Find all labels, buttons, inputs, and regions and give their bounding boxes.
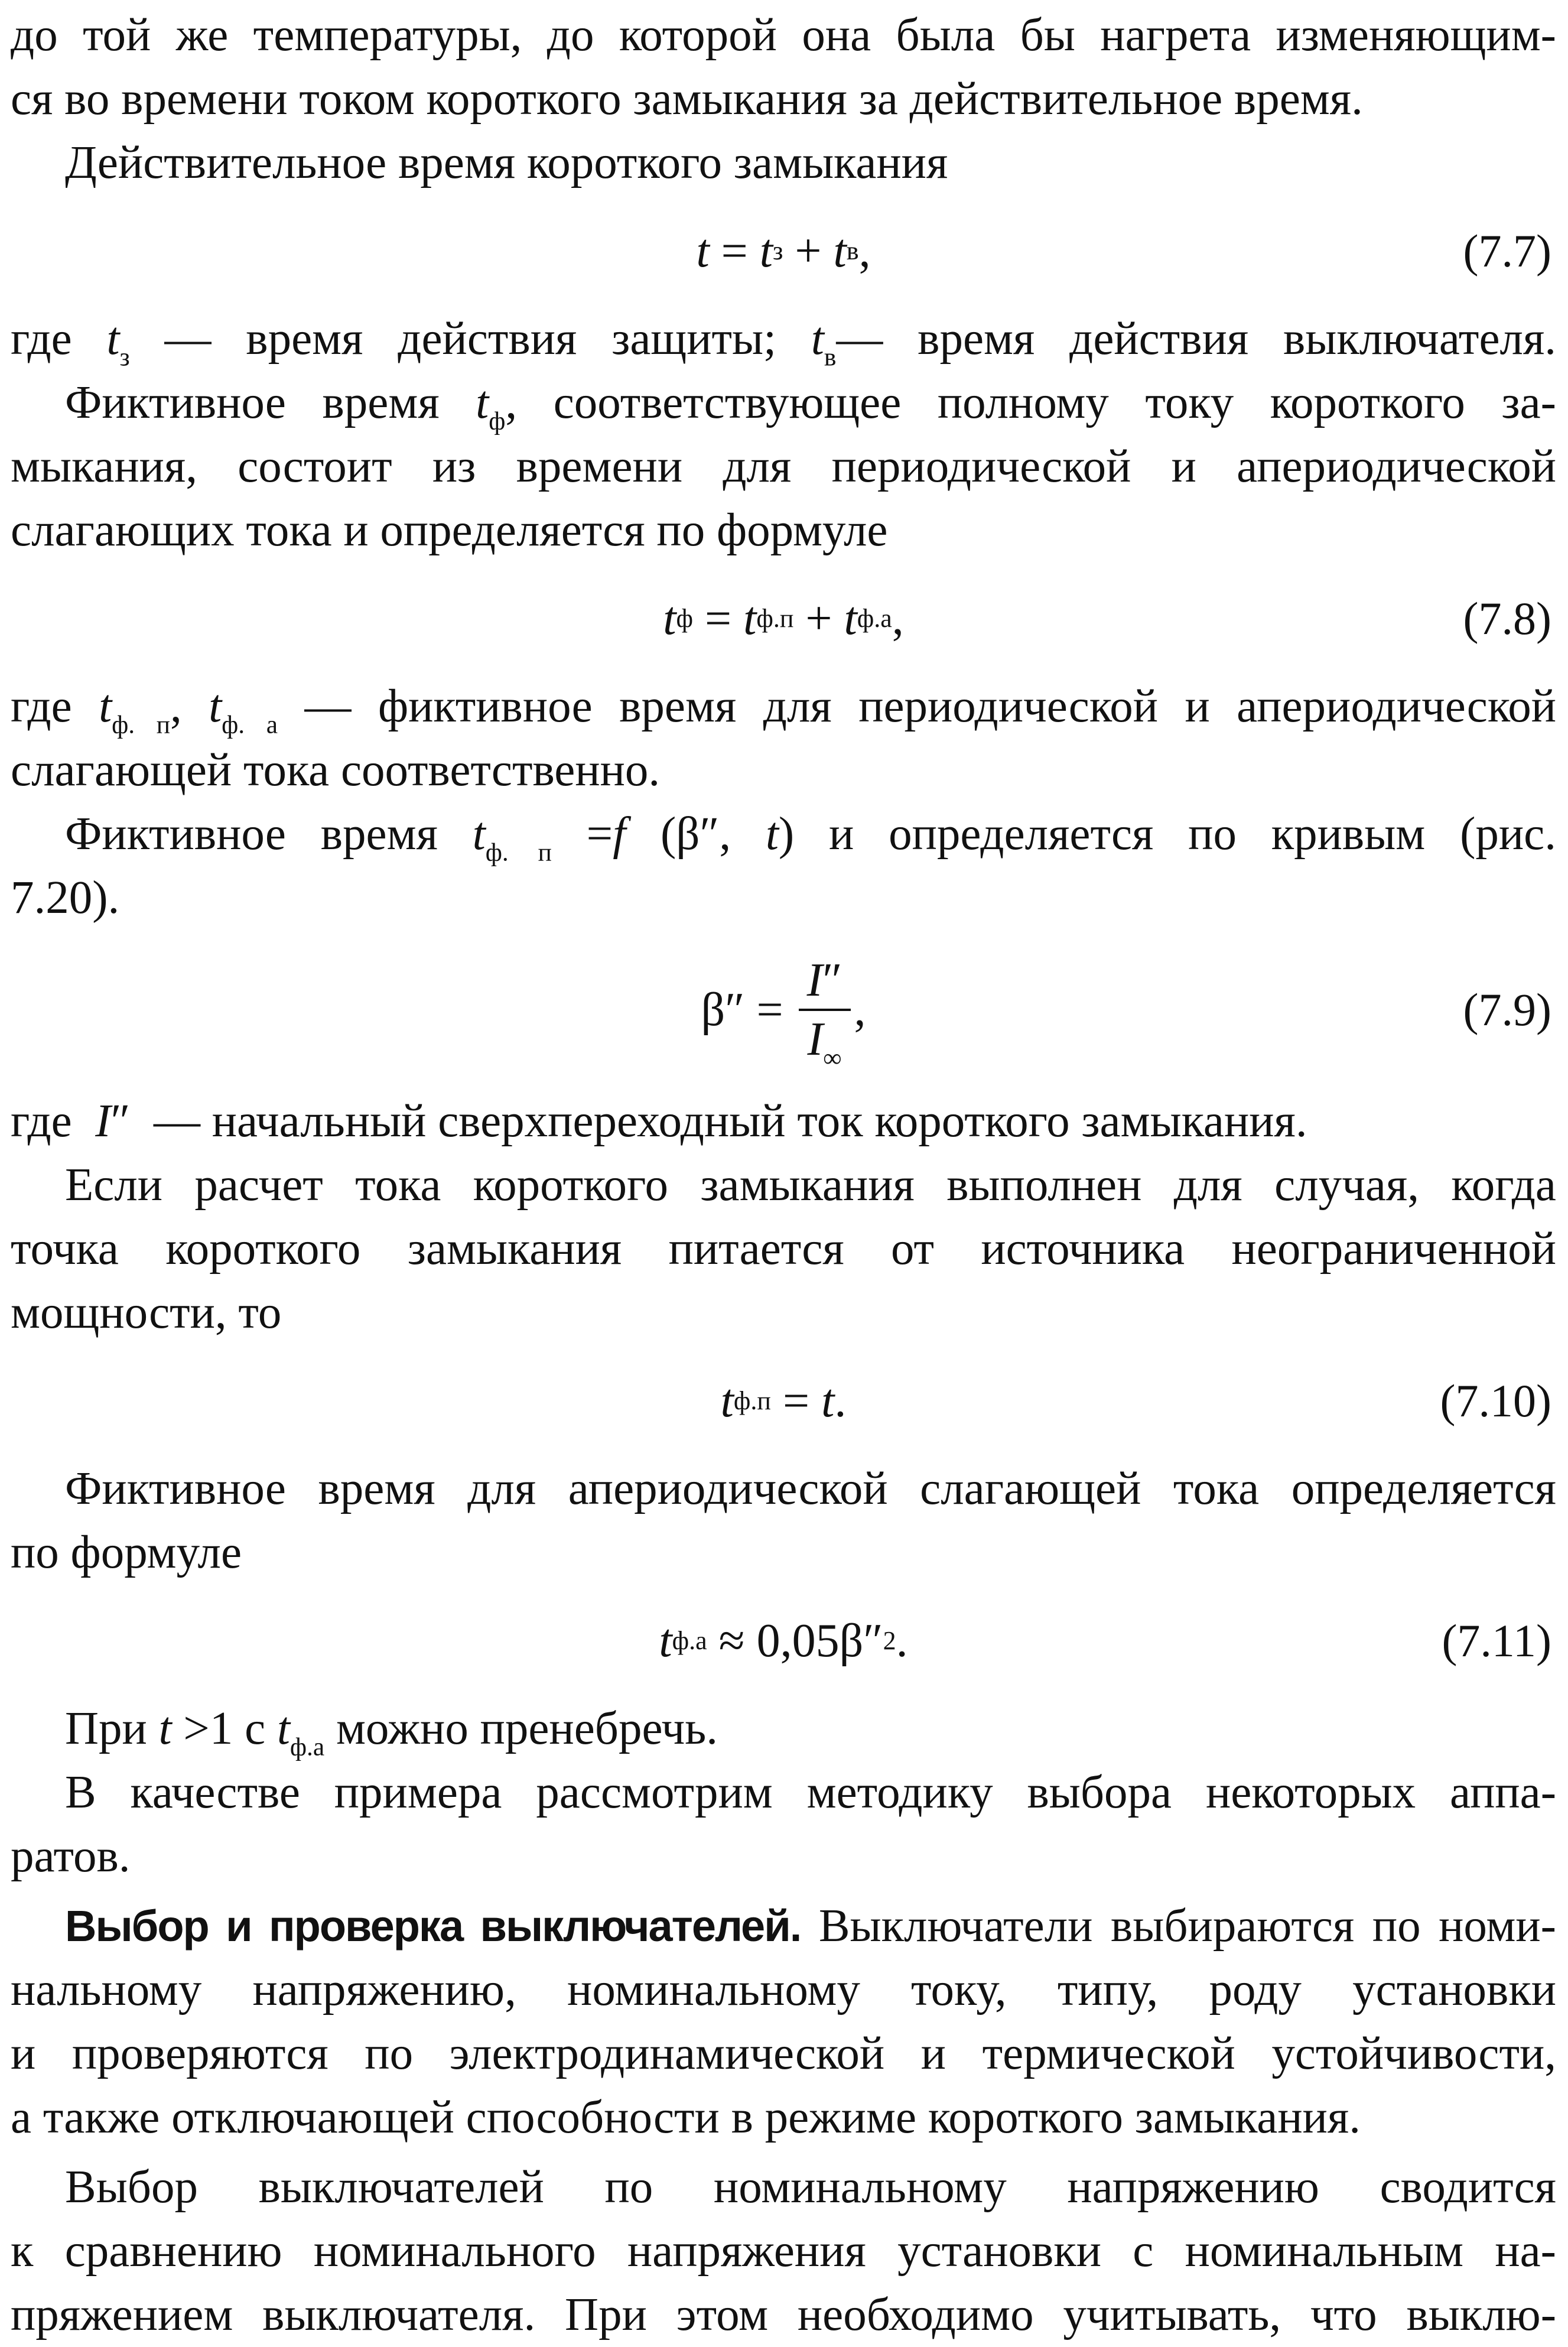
paragraph-line: а также отключающей способности в режиме короткого замыкания.	[11, 2092, 1361, 2143]
equation-number: (7.9)	[1463, 984, 1551, 1035]
formula-7-7: t = t з + t в , (7.7)	[11, 195, 1556, 307]
formula-7-8: t ф = t ф.п + t ф.а , (7.8)	[11, 563, 1556, 675]
paragraph: Действительное время короткого замыкания	[65, 137, 948, 188]
equation-number: (7.7)	[1463, 225, 1551, 277]
paragraph-line: слагающих тока и определяется по формуле	[11, 505, 888, 556]
paragraph-line: ратов.	[11, 1831, 131, 1882]
paragraph-line: Выбор и проверка выключателей. Выключатели выбираются по номи-	[65, 1900, 1556, 1952]
paragraph-line: мыкания, состоит из времени для периодической и апериодической	[11, 441, 1556, 492]
paragraph-line: слагающей тока соответственно.	[11, 745, 661, 796]
paragraph-line: В качестве примера рассмотрим методику выбора некоторых аппа-	[65, 1767, 1556, 1818]
paragraph-line: и проверяются по электродинамической и термической устойчивости,	[11, 2028, 1556, 2079]
paragraph-line: точка короткого замыкания питается от источника неограниченной	[11, 1223, 1556, 1275]
paragraph-line: до той же температуры, до которой она была бы нагрета изменяющим-	[11, 9, 1556, 61]
paragraph-line: Выбор выключателей по номинальному напряжению сводится	[65, 2161, 1556, 2213]
equation-number: (7.11)	[1442, 1615, 1551, 1666]
paragraph: где I″ — начальный сверхпереходный ток короткого замыкания.	[11, 1096, 1307, 1147]
paragraph-line: Фиктивное время $t_ф$, соответствующее полному току короткого за-	[65, 377, 1556, 435]
paragraph-line: где $t_{ф. п}$, $t_{ф. а}$ — фиктивное время для периодической и апериодической	[11, 681, 1556, 739]
paragraph-line: Фиктивное время для апериодической слагающей тока определяется	[65, 1463, 1556, 1514]
paragraph: где $t_з$ — время действия защиты; $t_в—$ время действия выключателя.	[11, 313, 1557, 372]
formula-7-9: β″ = $\frac{I''}{I_\infty}$ , (7.9)	[701, 954, 1551, 1072]
paragraph-line: 7.20).	[11, 872, 120, 924]
equation-number: (7.8)	[1463, 593, 1551, 644]
paragraph-line: ся во времени током короткого замыкания за действительное время.	[11, 73, 1363, 125]
paragraph-line: нальному напряжению, номинальному току, типу, роду установки	[11, 1964, 1556, 2016]
equation-number: (7.10)	[1440, 1375, 1551, 1426]
paragraph-line: к сравнению номинального напряжения установки с номинальным на-	[11, 2225, 1556, 2277]
paragraph-line: Фиктивное время $t_{ф. п} =f$ (β″, t) и определяется по кривым (рис.	[65, 808, 1556, 867]
section-heading: Выбор и проверка выключателей.	[65, 1901, 801, 1951]
formula-7-11: t ф.а ≈ 0,05β″ 2 . (7.11)	[11, 1585, 1556, 1697]
paragraph-line: по формуле	[11, 1527, 242, 1578]
paragraph: При t >1 с $t_{ф.а}$ можно пренебречь.	[65, 1703, 718, 1761]
paragraph-line: Если расчет тока короткого замыкания выполнен для случая, когда	[65, 1159, 1556, 1211]
paragraph-line: пряжением выключателя. При этом необходимо учитывать, что выклю-	[11, 2289, 1556, 2341]
formula-7-10: t ф.п = t . (7.10)	[11, 1345, 1556, 1457]
paragraph-line: мощности, то	[11, 1287, 282, 1338]
